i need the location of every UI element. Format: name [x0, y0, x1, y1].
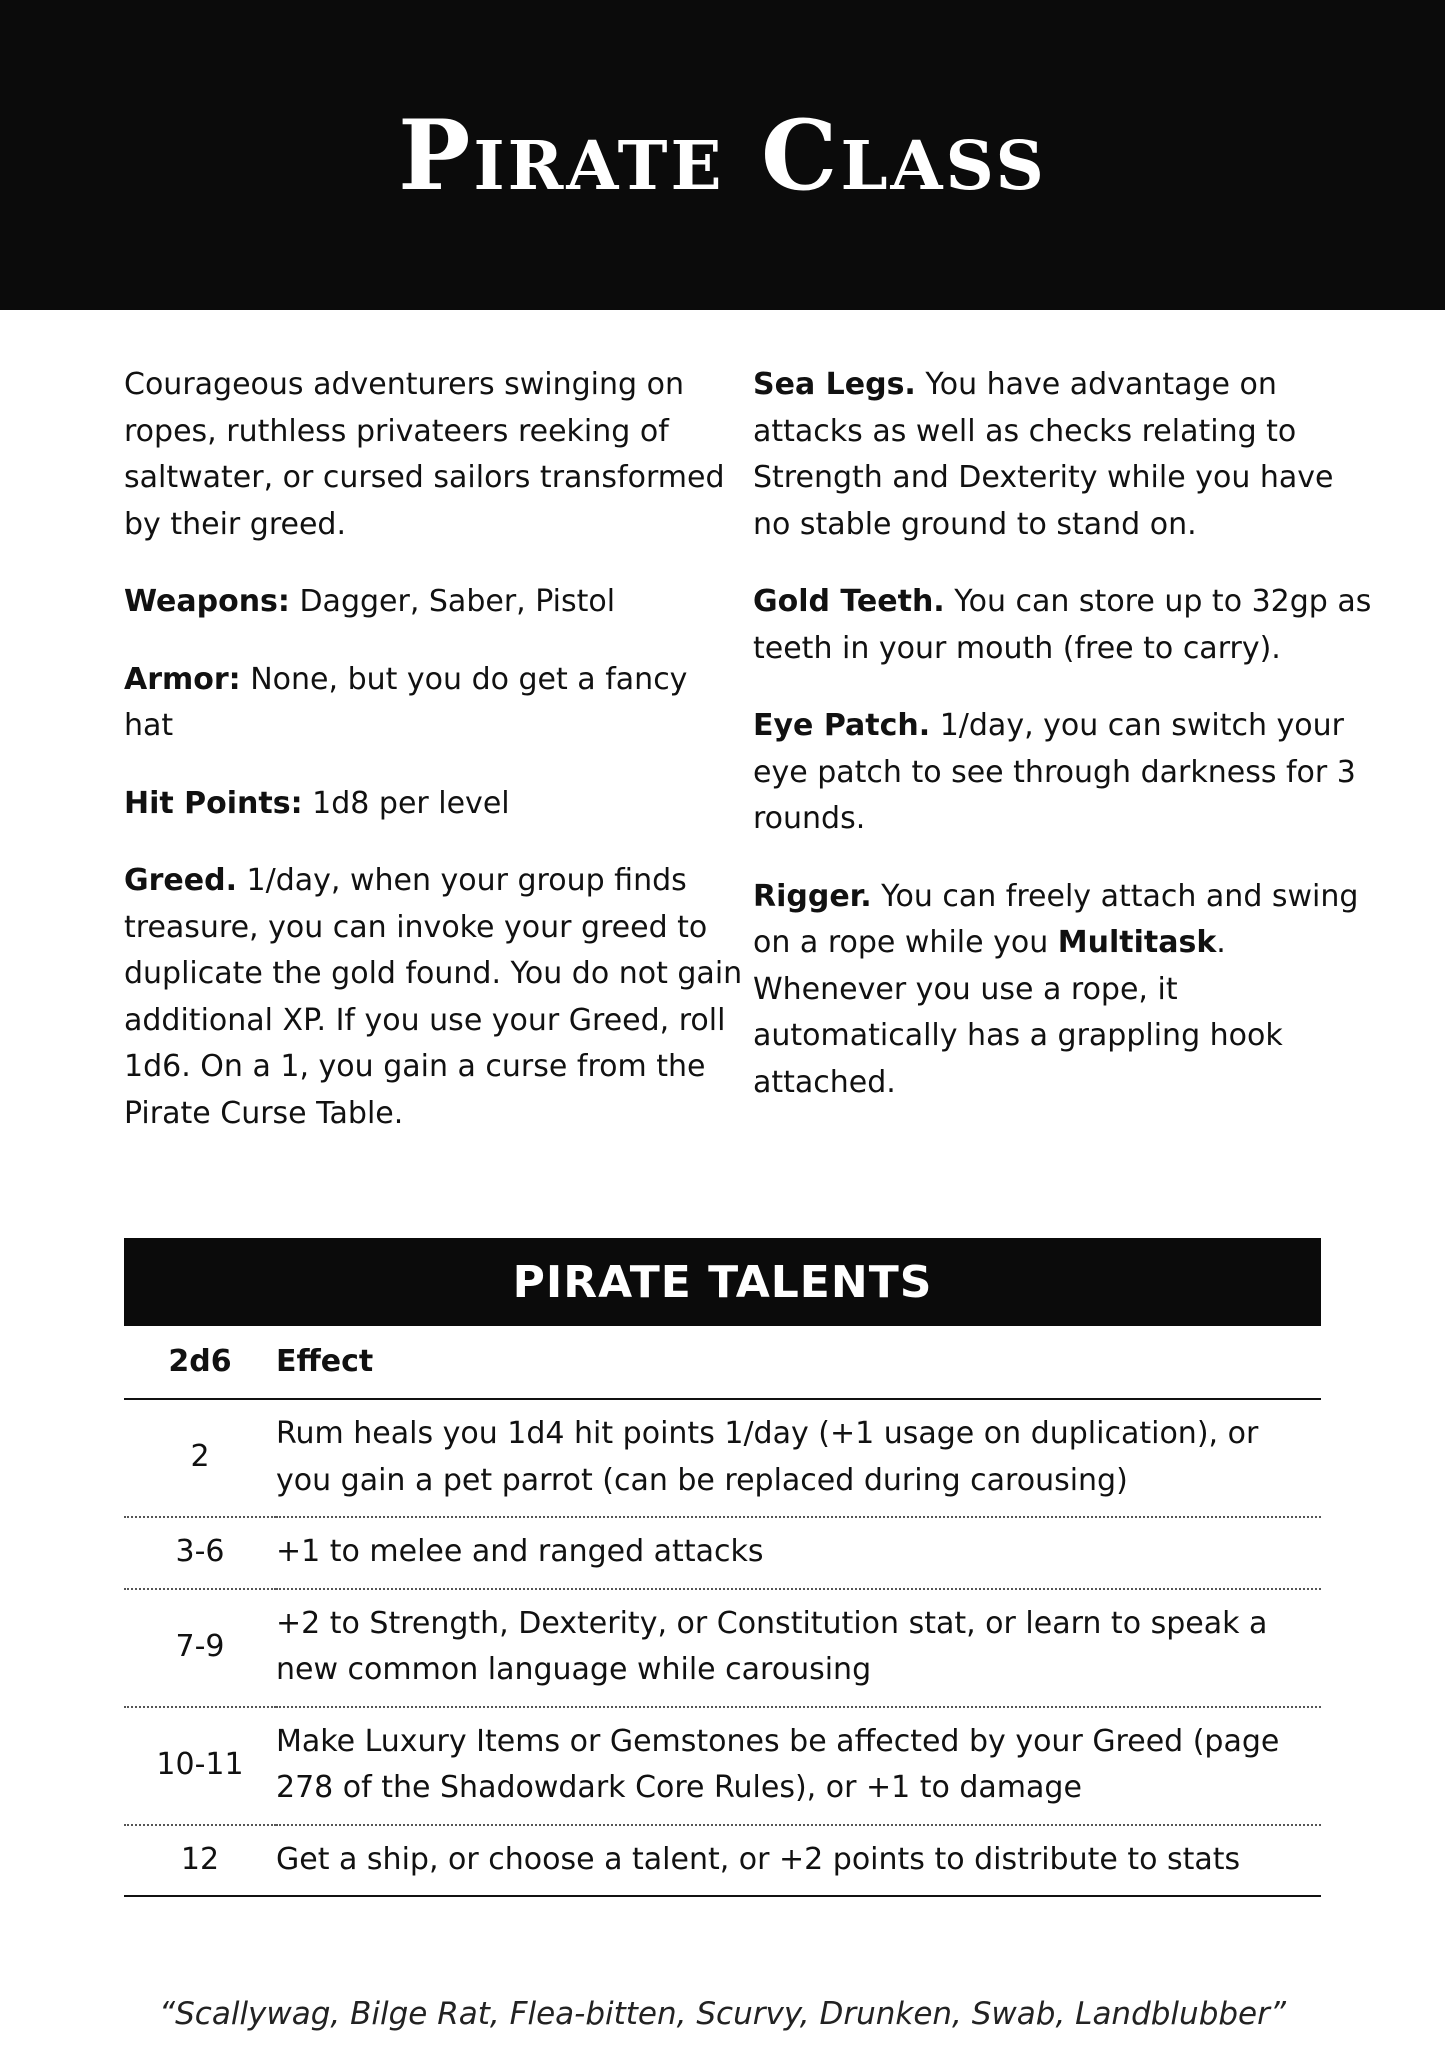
- intro-paragraph: Courageous adventurers swinging on ropes, ruthless privateers reeking of saltwater, or cursed sailors transformed by their greed.: [124, 367, 725, 542]
- sea-legs-label: Sea Legs.: [753, 367, 916, 402]
- column-header-roll: 2d6: [124, 1326, 276, 1399]
- roll-cell: 10-11: [124, 1707, 276, 1825]
- effect-cell: Rum heals you 1d4 hit points 1/day (+1 usage on duplication), or you gain a pet parrot (can be replaced during carousing): [276, 1399, 1321, 1517]
- greed-label: Greed.: [124, 863, 237, 898]
- insults-quote: “Scallywag, Bilge Rat, Flea-bitten, Scurvy, Drunken, Swab, Landblubber”: [159, 1996, 1286, 2032]
- effect-cell: Get a ship, or choose a talent, or +2 points to distribute to stats: [276, 1825, 1321, 1897]
- gold-teeth-text: You can store up to 32gp as teeth in your mouth (free to carry).: [753, 584, 1372, 666]
- weapons-entry: [124, 579, 744, 626]
- table-row: [124, 1517, 1321, 1589]
- armor-label: Armor:: [124, 661, 241, 697]
- rigger-text-1: You can freely attach and swing on a rope while you: [753, 878, 1359, 960]
- weapons-label: Weapons:: [124, 584, 290, 619]
- gold-teeth-label: Gold Teeth.: [753, 584, 945, 619]
- table-header-row: [124, 1326, 1321, 1399]
- hit-points-label: Hit Points:: [124, 785, 303, 821]
- eye-patch-entry: [753, 703, 1373, 843]
- armor-entry: [124, 657, 744, 750]
- hit-points-text: 1d8 per level: [302, 785, 510, 821]
- effect-cell: +1 to melee and ranged attacks: [276, 1517, 1321, 1589]
- roll-cell: 7-9: [124, 1589, 276, 1707]
- left-column: [124, 362, 744, 1168]
- gold-teeth-entry: [753, 579, 1373, 672]
- multitask-term: Multitask: [1057, 925, 1217, 960]
- rigger-entry: [753, 874, 1373, 1107]
- roll-cell: 3-6: [124, 1517, 276, 1589]
- armor-text: None, but you do get a fancy hat: [124, 661, 688, 743]
- page-title: Pirate Class: [398, 98, 1047, 212]
- table-row: [124, 1589, 1321, 1707]
- weapons-text: Dagger, Saber, Pistol: [289, 584, 616, 619]
- sea-legs-text: You have advantage on attacks as well as checks relating to Strength and Dexterity while you have no stable ground to stand on.: [753, 367, 1334, 542]
- greed-text: 1/day, when your group finds treasure, you can invoke your greed to duplicate the gold found. You do not gain additional XP. If you use your Greed, roll 1d6. On a 1, you gain a curse from the Pirate Curse Table.: [124, 863, 743, 1131]
- roll-cell: 2: [124, 1399, 276, 1517]
- roll-cell: 12: [124, 1825, 276, 1897]
- talents-grid: [124, 1326, 1321, 1897]
- rigger-text-2: . Whenever you use a rope, it automatically has a grappling hook attached.: [753, 925, 1283, 1100]
- rigger-label: Rigger.: [753, 878, 872, 914]
- greed-entry: [124, 858, 744, 1137]
- sea-legs-entry: [753, 362, 1373, 548]
- hit-points-entry: [124, 781, 744, 828]
- eye-patch-text: 1/day, you can switch your eye patch to see through darkness for 3 rounds.: [753, 708, 1356, 836]
- table-row: [124, 1825, 1321, 1897]
- column-header-effect: Effect: [276, 1326, 1321, 1399]
- effect-cell: Make Luxury Items or Gemstones be affected by your Greed (page 278 of the Shadowdark Core Rules), or +1 to damage: [276, 1707, 1321, 1825]
- table-row: [124, 1399, 1321, 1517]
- table-row: [124, 1707, 1321, 1825]
- eye-patch-label: Eye Patch.: [753, 708, 931, 743]
- effect-cell: +2 to Strength, Dexterity, or Constitution stat, or learn to speak a new common language while carousing: [276, 1589, 1321, 1707]
- talents-title: PIRATE TALENTS: [124, 1238, 1321, 1326]
- pirate-talents-table: [124, 1238, 1321, 1897]
- right-column: [753, 362, 1373, 1137]
- title-banner: [0, 0, 1445, 310]
